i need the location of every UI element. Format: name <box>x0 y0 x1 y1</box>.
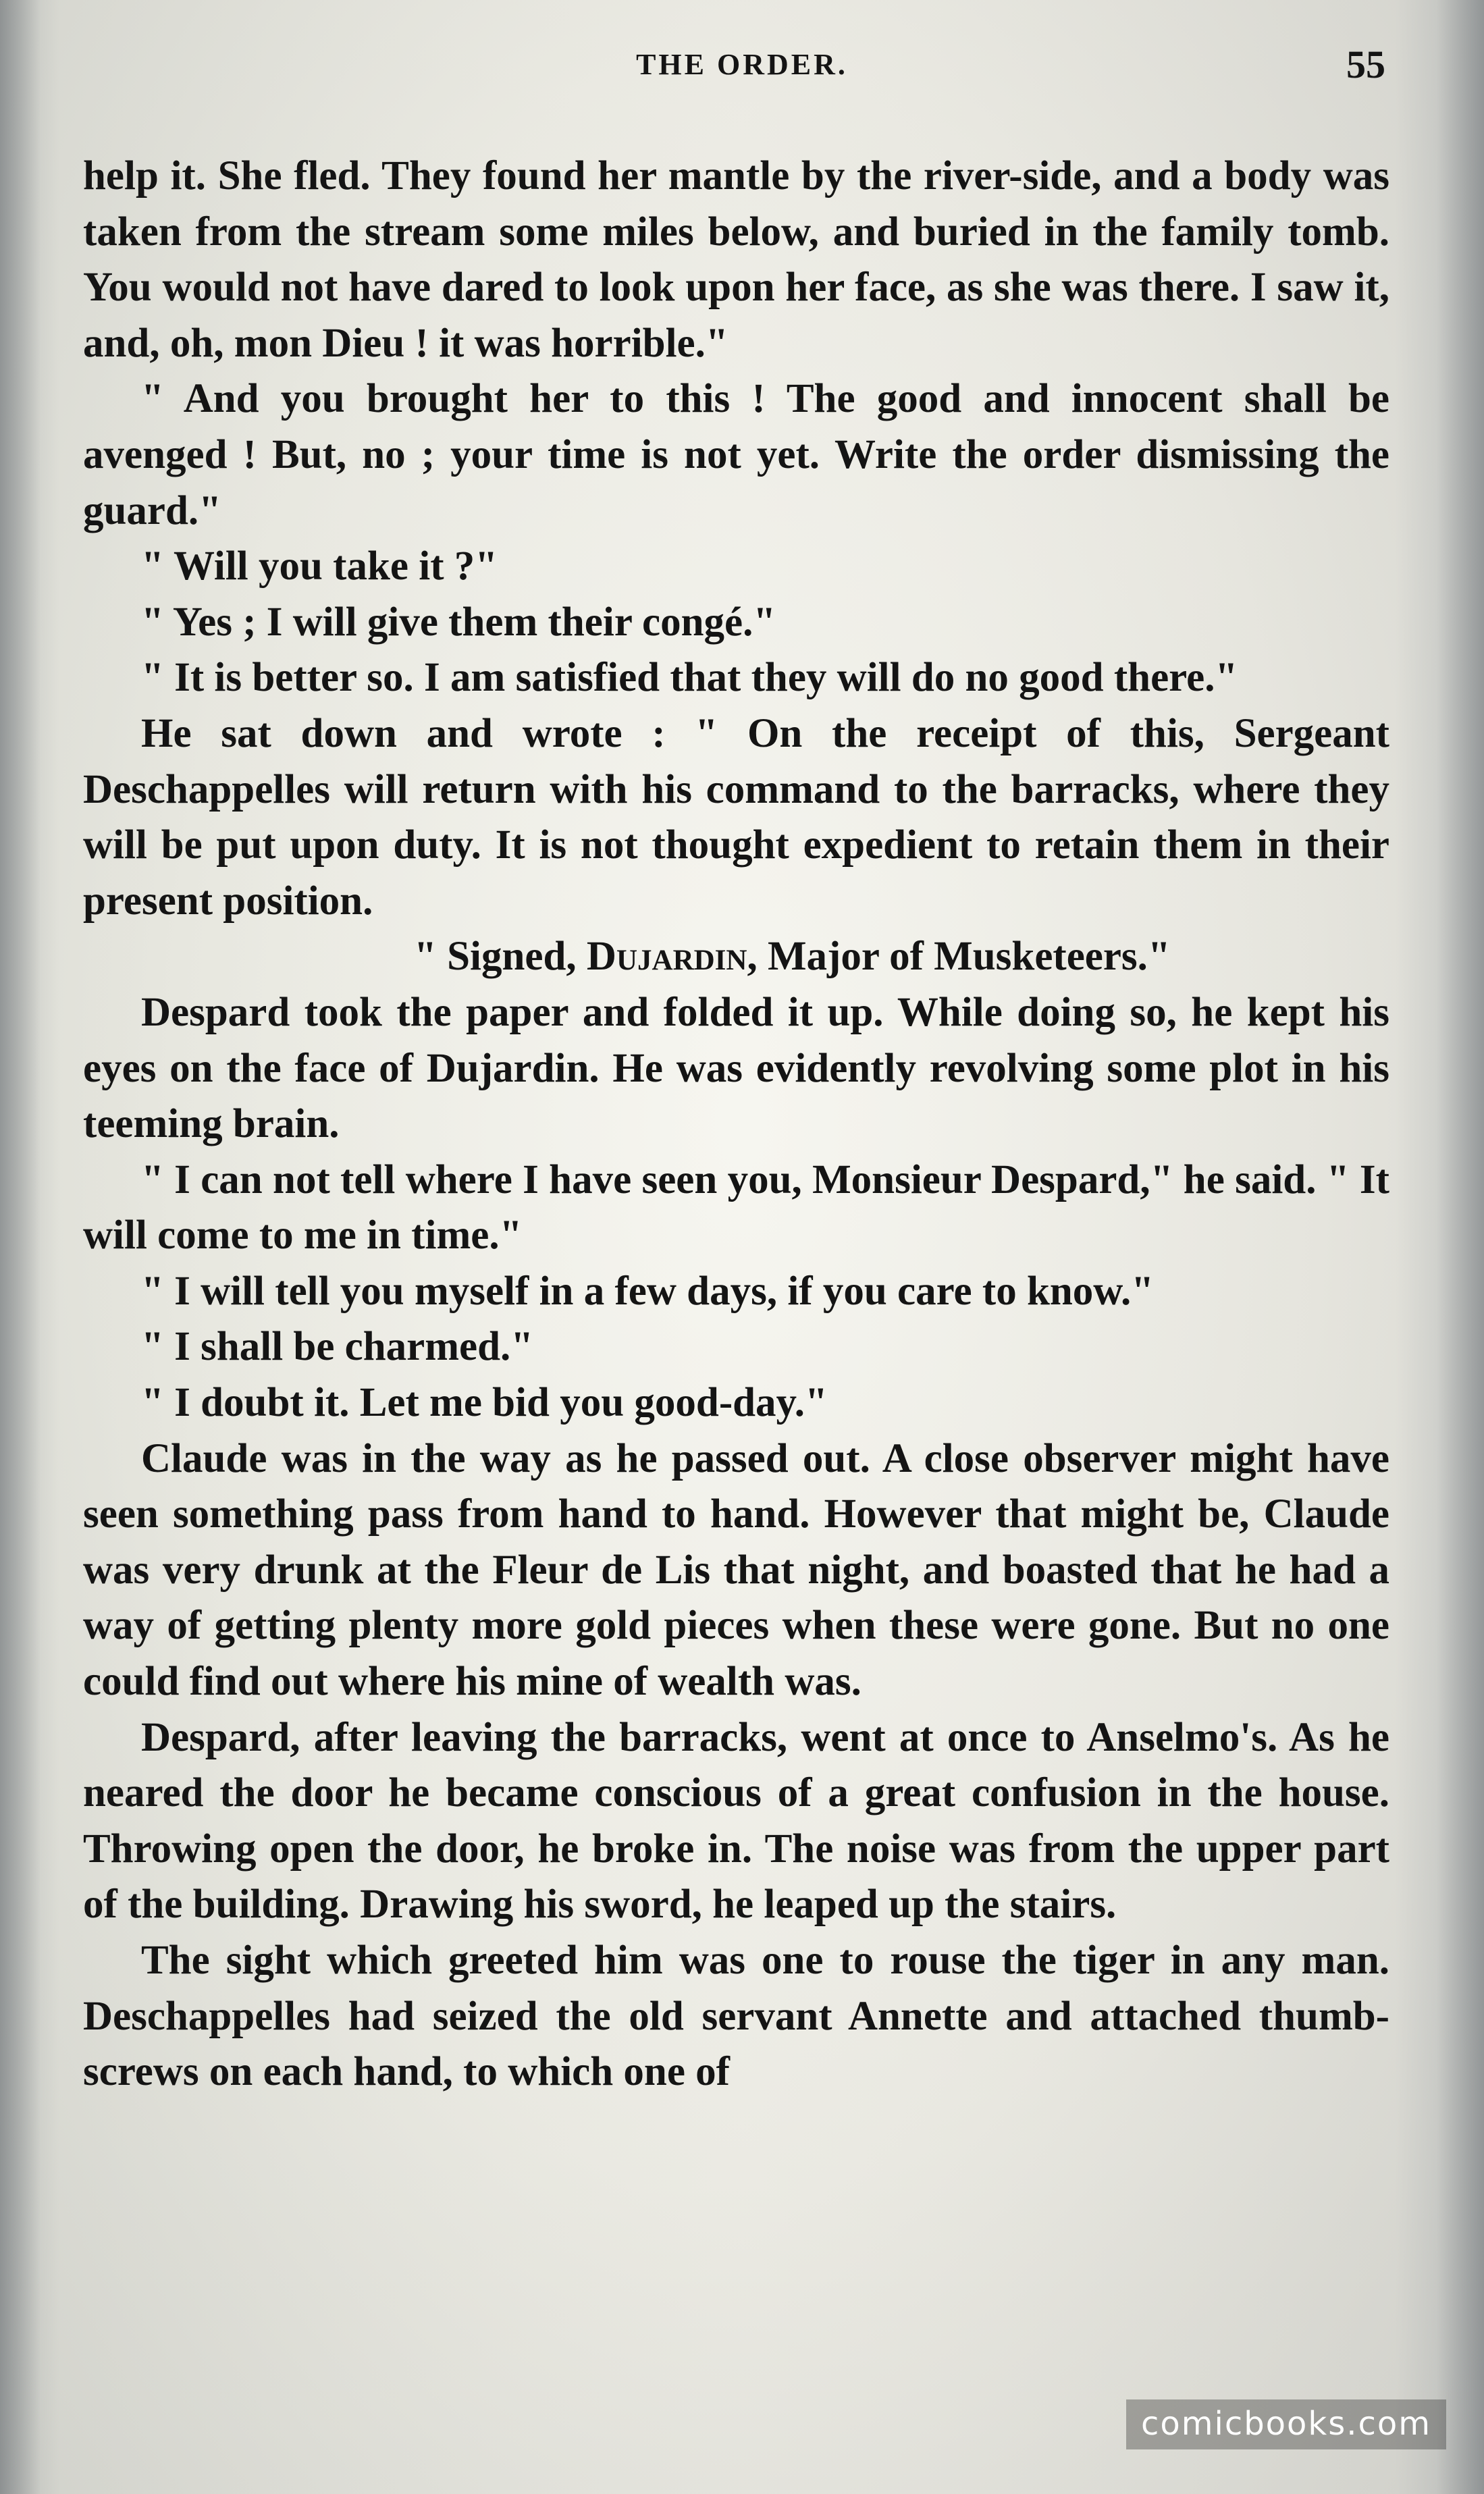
paragraph: " Yes ; I will give them their congé." <box>141 599 776 645</box>
paragraph: He sat down and wrote : " On the receipt of this, Sergeant Deschappelles will return with his command to the barracks, where they will be put upon duty. It is not thought expedient to retain them in their present position. <box>83 710 1389 924</box>
paragraph: " It is better so. I am satisfied that they will do no good there." <box>141 655 1238 701</box>
signature-suffix: , Major of Musketeers." <box>747 934 1171 980</box>
paragraph: Despard, after leaving the barracks, went at once to Anselmo's. As he neared the door he became conscious of a great confusion in the house. Throwing open the door, he broke in. The noise was from the upper part of the building. Drawing his sword, he leaped up the stairs. <box>83 1714 1389 1928</box>
paragraph: help it. She fled. They found her mantle by the river-side, and a body was taken from the stream some miles below, and buried in the family tomb. You would not have dared to look upon her face, as she was there. I saw it, and, oh, mon Dieu ! it was horrible." <box>83 153 1389 366</box>
running-title: THE ORDER. <box>636 48 848 81</box>
paragraph: Claude was in the way as he passed out. A close observer might have seen something pass from hand to hand. However that might be, Claude was very drunk at the Fleur de Lis that night, and boasted that he had a way of getting plenty more gold pieces when these were gone. But no one could find out where his mine of wealth was. <box>83 1435 1389 1705</box>
page-edge-shadow-left <box>0 0 41 2494</box>
paragraph: " Will you take it ?" <box>141 543 498 589</box>
page-header <box>0 42 1484 89</box>
page-edge-shadow-right <box>1437 0 1484 2494</box>
body-text <box>83 149 1389 2100</box>
paragraph: " I can not tell where I have seen you, Monsieur Despard," he said. " It will come to me in time." <box>83 1157 1389 1258</box>
paragraph: " I will tell you myself in a few days, if you care to know." <box>141 1268 1155 1314</box>
page-number: 55 <box>1346 43 1385 86</box>
paragraph: " I shall be charmed." <box>141 1324 534 1370</box>
signature-prefix: " Signed, <box>414 934 587 980</box>
paragraph: " And you brought her to this ! The good and innocent shall be avenged ! But, no ; your time is not yet. Write the order dismissing the guard." <box>83 376 1389 533</box>
paragraph: The sight which greeted him was one to rouse the tiger in any man. Deschappelles had seized the old servant Annette and attached thumb-screws on each hand, to which one of <box>83 1938 1389 2095</box>
signature-name: Dujardin <box>586 934 747 980</box>
order-signature <box>83 929 1389 985</box>
source-watermark: comicbooks.com <box>1126 2399 1446 2449</box>
paragraph: Despard took the paper and folded it up. While doing so, he kept his eyes on the face of Dujardin. He was evidently revolving some plot in his teeming brain. <box>83 989 1389 1147</box>
paragraph: " I doubt it. Let me bid you good-day." <box>141 1380 828 1426</box>
